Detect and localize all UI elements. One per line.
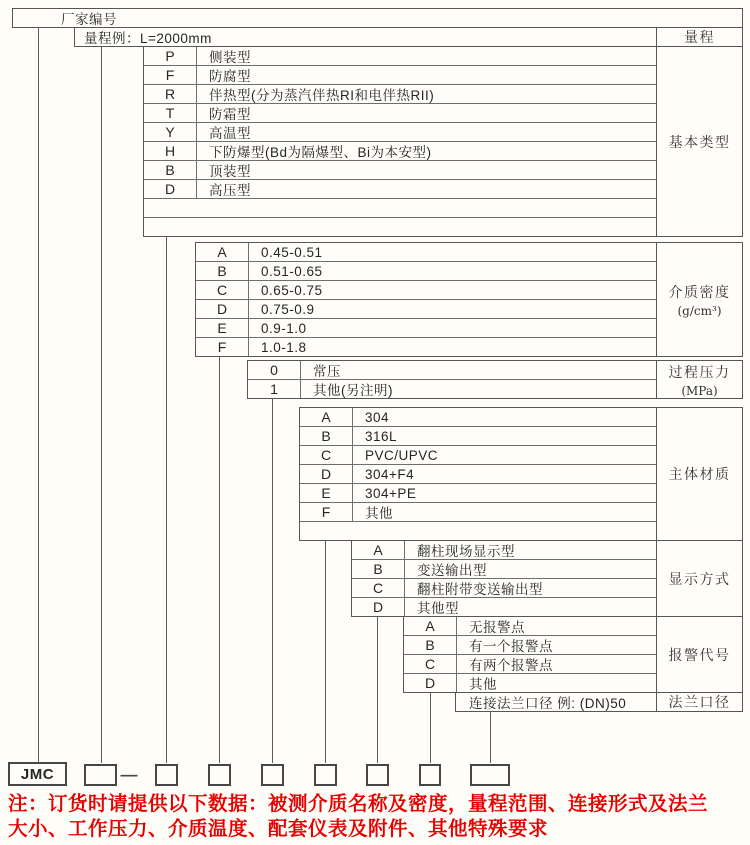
model-prefix-box: JMC	[8, 762, 67, 786]
connector-range	[101, 46, 102, 763]
table-row	[352, 560, 656, 579]
table-row	[144, 161, 656, 180]
desc-cell: 防霜型	[209, 107, 251, 122]
connector-medium-density	[219, 356, 220, 763]
code-box-body-material	[314, 764, 337, 786]
desc-cell: PVC/UPVC	[365, 447, 439, 463]
dash-separator: —	[120, 765, 138, 784]
body-material-table	[299, 407, 743, 541]
medium-density-label: 介质密度	[668, 284, 731, 301]
display-mode-label-cell	[656, 541, 742, 616]
desc-cell: 316L	[365, 428, 398, 444]
connector-body-material	[325, 540, 326, 763]
basic-type-label-cell	[656, 47, 742, 236]
code-cell: T	[144, 104, 197, 122]
connector-basic-type	[166, 236, 167, 763]
flange-size-label: 法兰口径	[668, 695, 731, 711]
code-cell: B	[352, 560, 405, 578]
table-row	[352, 579, 656, 598]
table-row	[248, 361, 656, 380]
display-mode-table	[351, 540, 743, 617]
code-cell: R	[144, 85, 197, 103]
table-row	[196, 262, 656, 281]
table-row	[352, 598, 656, 616]
table-row	[300, 408, 656, 427]
table-row	[144, 104, 656, 123]
process-pressure-label-cell	[656, 361, 742, 398]
desc-cell: 0.65-0.75	[261, 282, 323, 298]
table-row	[196, 300, 656, 319]
desc-cell: 0.51-0.65	[261, 263, 323, 279]
desc-cell: 其他	[365, 506, 393, 521]
range-example-label: 量程例：L=2000mm	[84, 31, 212, 46]
desc-cell: 高温型	[209, 126, 251, 141]
desc-cell: 0.9-1.0	[261, 320, 307, 336]
table-row	[404, 617, 656, 636]
desc-cell: 防腐型	[209, 69, 251, 84]
connector-process-pressure	[272, 398, 273, 763]
code-box-range	[84, 764, 117, 786]
desc-cell: 其他型	[417, 601, 459, 616]
medium-density-table	[195, 242, 743, 357]
alarm-code-label-cell	[656, 617, 742, 692]
display-mode-rows	[352, 541, 656, 616]
desc-cell: 顶装型	[209, 164, 251, 179]
desc-cell: 有两个报警点	[469, 658, 553, 673]
medium-density-label-cell	[656, 243, 742, 356]
basic-type-rows	[144, 47, 656, 236]
code-cell: A	[404, 617, 457, 635]
process-pressure-rows	[248, 361, 656, 398]
order-note-line1: 注：订货时请提供以下数据：被测介质名称及密度，量程范围、连接形式及法兰	[8, 793, 709, 815]
code-cell: B	[300, 427, 353, 445]
table-row	[404, 674, 656, 692]
process-pressure-table	[247, 360, 743, 399]
desc-cell: 常压	[313, 364, 341, 379]
display-mode-label: 显示方式	[668, 571, 731, 588]
table-row	[144, 47, 656, 66]
desc-cell: 304	[365, 409, 390, 425]
table-row	[248, 380, 656, 398]
code-cell: F	[196, 338, 249, 356]
code-cell	[300, 522, 352, 540]
desc-cell: 变送输出型	[417, 563, 487, 578]
desc-cell: 其他	[469, 677, 497, 692]
desc-cell: 翻柱现场显示型	[417, 544, 515, 559]
code-cell: D	[196, 300, 249, 318]
table-row	[196, 319, 656, 338]
table-row	[300, 465, 656, 484]
code-box-alarm-code	[419, 764, 441, 786]
order-note-line2: 大小、工作压力、介质温度、配套仪表及附件、其他特殊要求	[8, 818, 549, 840]
table-row	[196, 281, 656, 300]
code-cell: P	[144, 47, 197, 65]
table-row	[300, 446, 656, 465]
alarm-code-rows	[404, 617, 656, 692]
code-box-basic-type	[155, 764, 178, 786]
code-cell: A	[196, 243, 249, 261]
range-right-label: 量程	[684, 30, 715, 46]
manufacturer-number-label: 厂家编号	[61, 12, 117, 27]
desc-cell: 1.0-1.8	[261, 339, 307, 355]
code-cell: D	[352, 598, 405, 616]
table-row	[144, 218, 656, 236]
table-row	[196, 243, 656, 262]
code-cell: 1	[248, 380, 301, 398]
table-row	[300, 503, 656, 522]
range-right-label-cell	[656, 28, 742, 46]
basic-type-table	[143, 46, 743, 237]
desc-cell: 304+F4	[365, 466, 415, 482]
table-row	[300, 484, 656, 503]
code-cell: D	[404, 674, 457, 692]
connector-flange-size	[490, 711, 491, 763]
table-row	[144, 85, 656, 104]
table-row	[144, 180, 656, 199]
desc-cell: 0.75-0.9	[261, 301, 315, 317]
code-cell: B	[196, 262, 249, 280]
code-cell: C	[404, 655, 457, 673]
code-cell: C	[352, 579, 405, 597]
code-cell: F	[300, 503, 353, 521]
order-note	[8, 792, 748, 842]
code-cell: 0	[248, 361, 301, 379]
table-row	[300, 427, 656, 446]
alarm-code-table	[403, 616, 743, 693]
medium-density-rows	[196, 243, 656, 356]
table-row	[144, 142, 656, 161]
code-box-flange-size	[470, 764, 510, 786]
manufacturer-number-row	[12, 8, 743, 28]
code-cell: B	[404, 636, 457, 654]
flange-size-label-cell	[656, 693, 742, 711]
code-box-display-mode	[366, 764, 389, 786]
code-cell: D	[300, 465, 353, 483]
connector-manufacturer	[38, 27, 39, 763]
table-row	[352, 541, 656, 560]
code-cell: H	[144, 142, 197, 160]
code-box-medium-density	[208, 764, 231, 786]
code-cell: F	[144, 66, 197, 84]
body-material-label-cell	[656, 408, 742, 540]
alarm-code-label: 报警代号	[668, 647, 731, 664]
code-cell: Y	[144, 123, 197, 141]
code-cell	[144, 199, 196, 217]
desc-cell	[196, 218, 656, 236]
desc-cell: 304+PE	[365, 485, 417, 501]
code-cell: D	[144, 180, 197, 198]
desc-cell: 有一个报警点	[469, 639, 553, 654]
desc-cell: 翻柱附带变送输出型	[417, 582, 543, 597]
desc-cell: 高压型	[209, 183, 251, 198]
process-pressure-label: 过程压力	[668, 364, 731, 381]
range-example-row	[74, 27, 743, 47]
code-cell: E	[300, 484, 353, 502]
table-row	[144, 199, 656, 218]
body-material-label: 主体材质	[668, 467, 731, 483]
table-row	[404, 636, 656, 655]
desc-cell: 伴热型(分为蒸汽伴热RI和电伴热RII)	[209, 88, 435, 103]
desc-cell: 0.45-0.51	[261, 244, 323, 260]
body-material-rows	[300, 408, 656, 540]
connector-display-mode	[377, 616, 378, 763]
desc-cell	[196, 199, 656, 217]
code-cell: A	[300, 408, 353, 426]
medium-density-unit: (g/cm³)	[677, 303, 722, 318]
flange-size-row	[455, 692, 743, 712]
table-row	[196, 338, 656, 356]
desc-cell: 其他(另注明)	[313, 383, 393, 398]
code-cell	[144, 218, 196, 236]
code-cell: B	[144, 161, 197, 179]
code-cell: A	[352, 541, 405, 559]
code-cell: E	[196, 319, 249, 337]
code-box-process-pressure	[261, 764, 284, 786]
flange-size-desc: 连接法兰口径 例: (DN)50	[469, 696, 627, 711]
code-cell: C	[300, 446, 353, 464]
basic-type-label: 基本类型	[668, 134, 731, 151]
table-row	[144, 66, 656, 85]
process-pressure-unit: (MPa)	[681, 383, 718, 398]
connector-alarm-code	[430, 692, 431, 763]
table-row	[404, 655, 656, 674]
table-row	[300, 522, 656, 540]
desc-cell: 侧装型	[209, 50, 251, 65]
code-cell: C	[196, 281, 249, 299]
desc-cell: 无报警点	[469, 620, 525, 635]
desc-cell: 下防爆型(Bd为隔爆型、Bi为本安型)	[209, 145, 432, 160]
desc-cell	[352, 522, 656, 540]
table-row	[144, 123, 656, 142]
